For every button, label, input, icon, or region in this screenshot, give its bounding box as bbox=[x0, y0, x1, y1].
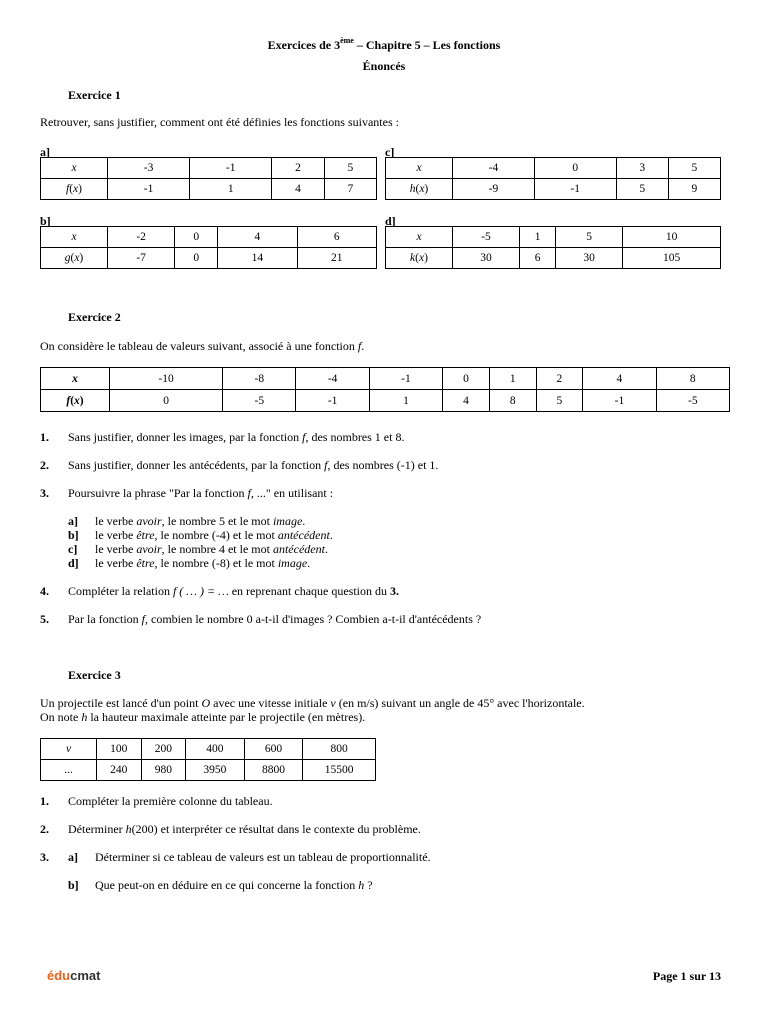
ex2-q3-sub-c-letter: c] bbox=[68, 542, 78, 556]
ex2-q5-text: Par la fonction f, combien le nombre 0 a-t-il d'images ? Combien a-t-il d'antécédents ? bbox=[68, 612, 482, 626]
exercise-3-line-2: On note h la hauteur maximale atteinte par le projectile (en mètres). bbox=[40, 710, 366, 724]
page-title: Exercices de 3ème – Chapitre 5 – Les fonctions bbox=[267, 36, 501, 52]
ex2-q3-number: 3. bbox=[40, 486, 49, 500]
value-table-c: x -4 0 3 5 h(x) -9 -1 5 9 bbox=[385, 157, 721, 200]
ex2-q2-number: 2. bbox=[40, 458, 49, 472]
ex2-q2-text: Sans justifier, donner les antécédents, par la fonction f, des nombres (-1) et 1. bbox=[68, 458, 439, 472]
ex3-q1-number: 1. bbox=[40, 794, 49, 808]
ex2-q3-sub-d-text: le verbe être, le nombre (-8) et le mot image. bbox=[95, 556, 311, 570]
ex2-q3-sub-a-text: le verbe avoir, le nombre 5 et le mot image. bbox=[95, 514, 306, 528]
ex2-q1-text: Sans justifier, donner les images, par la fonction f, des nombres 1 et 8. bbox=[68, 430, 405, 444]
value-table-projectile: v 100 200 400 600 800 ... 240 980 3950 8800 15500 bbox=[40, 738, 376, 781]
ex2-q5-number: 5. bbox=[40, 612, 49, 626]
ex2-q3-sub-a-letter: a] bbox=[68, 514, 78, 528]
exercise-2-intro: On considère le tableau de valeurs suivant, associé à une fonction f. bbox=[40, 339, 365, 353]
value-table-f: x -10 -8 -4 -1 0 1 2 4 8 f(x) 0 -5 -1 1 4 8 5 -1 -5 bbox=[40, 367, 730, 412]
ex2-q3-sub-c-text: le verbe avoir, le nombre 4 et le mot antécédent. bbox=[95, 542, 328, 556]
ex2-q3-sub-d-letter: d] bbox=[68, 556, 79, 570]
table-b-label: b] bbox=[40, 214, 51, 228]
value-table-b: x -2 0 4 6 g(x) -7 0 14 21 bbox=[40, 226, 377, 269]
table-c-label: c] bbox=[385, 145, 395, 159]
ex3-q1-text: Compléter la première colonne du tableau. bbox=[68, 794, 273, 808]
ex2-q3-text: Poursuivre la phrase "Par la fonction f, ..." en utilisant : bbox=[68, 486, 334, 500]
ex3-q3-sub-a-letter: a] bbox=[68, 850, 78, 864]
exercise-2-title: Exercice 2 bbox=[68, 310, 121, 324]
table-a-label: a] bbox=[40, 145, 50, 159]
exercise-1-title: Exercice 1 bbox=[68, 88, 121, 102]
ex3-q3-sub-b-text: Que peut-on en déduire en ce qui concerne la fonction h ? bbox=[95, 878, 373, 892]
table-d-label: d] bbox=[385, 214, 396, 228]
ex2-q3-sub-b-letter: b] bbox=[68, 528, 79, 542]
ex2-q1-number: 1. bbox=[40, 430, 49, 444]
value-table-d: x -5 1 5 10 k(x) 30 6 30 105 bbox=[385, 226, 721, 269]
ex3-q2-number: 2. bbox=[40, 822, 49, 836]
exercise-3-line-1: Un projectile est lancé d'un point O avec une vitesse initiale v (en m/s) suivant un angle de 45° avec l'horizontale. bbox=[40, 696, 585, 710]
ex2-q4-number: 4. bbox=[40, 584, 49, 598]
page-number: Page 1 sur 13 bbox=[652, 969, 721, 983]
educmat-logo: éducmat bbox=[47, 968, 101, 983]
ex3-q2-text: Déterminer h(200) et interpréter ce résultat dans le contexte du problème. bbox=[68, 822, 421, 836]
ex3-q3-sub-a-text: Déterminer si ce tableau de valeurs est un tableau de proportionnalité. bbox=[95, 850, 431, 864]
exercise-3-title: Exercice 3 bbox=[68, 668, 121, 682]
ex2-q3-sub-b-text: le verbe être, le nombre (-4) et le mot antécédent. bbox=[95, 528, 333, 542]
ex2-q4-text: Compléter la relation f ( … ) = … en reprenant chaque question du 3. bbox=[68, 584, 400, 598]
value-table-a: x -3 -1 2 5 f(x) -1 1 4 7 bbox=[40, 157, 377, 200]
ex3-q3-number: 3. bbox=[40, 850, 49, 864]
exercise-1-intro: Retrouver, sans justifier, comment ont été définies les fonctions suivantes : bbox=[40, 115, 399, 129]
page-subtitle: Énoncés bbox=[362, 59, 406, 73]
ex3-q3-sub-b-letter: b] bbox=[68, 878, 79, 892]
